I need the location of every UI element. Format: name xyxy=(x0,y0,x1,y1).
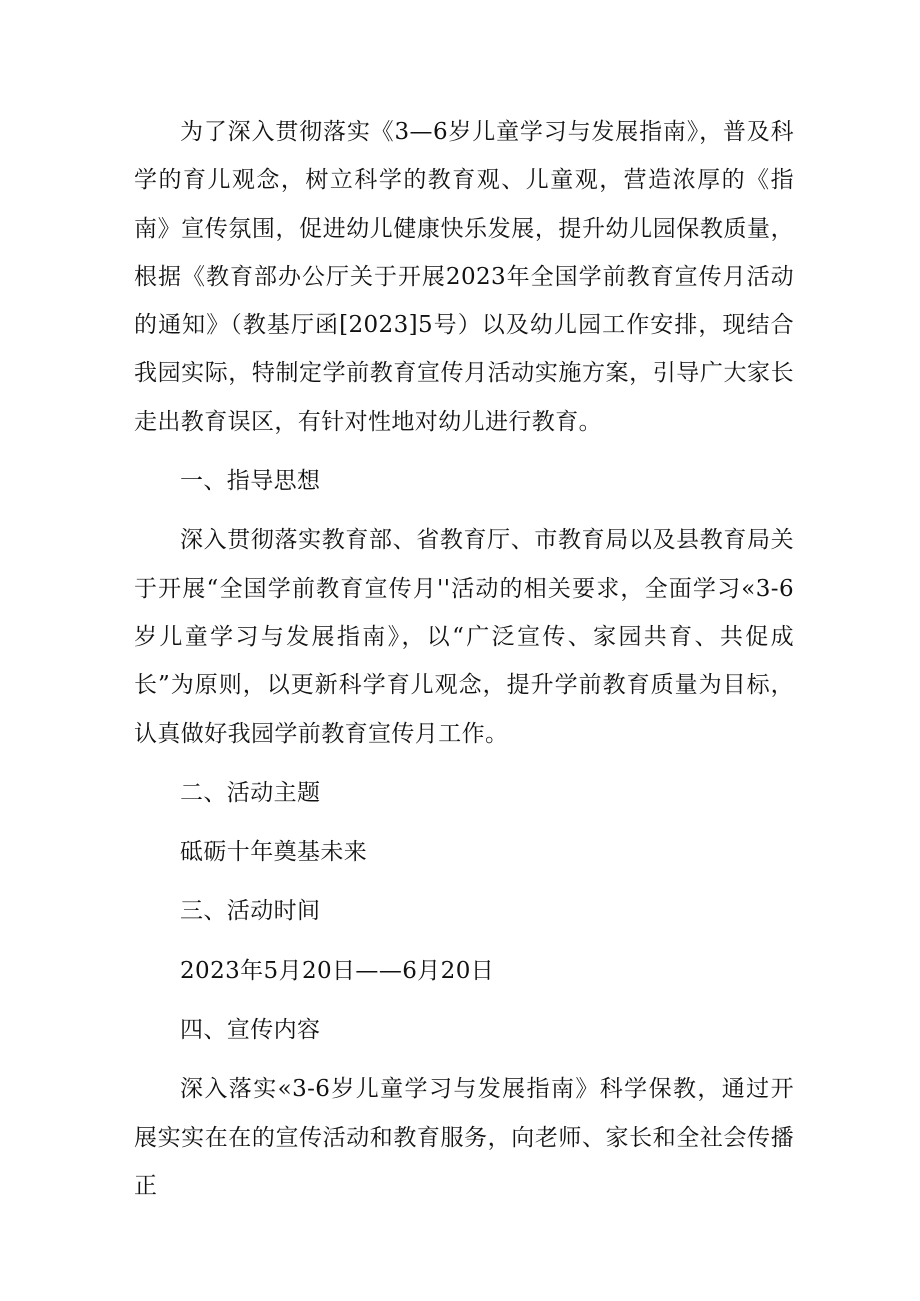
section-body-activity-theme: 砥砺十年奠基未来 xyxy=(180,839,368,866)
section-heading-activity-time: 三、活动时间 xyxy=(180,898,321,925)
section-body-publicity-content: 深入落实«3-6岁儿童学习与发展指南》科学保教，通过开展实实在在的宣传活动和教育服务，向老师、家长和全社会传播正 xyxy=(134,1076,794,1199)
section-body-guiding-ideology: 深入贯彻落实教育部、省教育厅、市教育局以及县教育局关于开展“全国学前教育宣传月''活动的相关要求，全面学习«3-6岁儿童学习与发展指南》，以“广泛宣传、家园共育、共促成长”为原则，以更新科学育儿观念，提升学前教育质量为目标，认真做好我园学前教育宣传月工作。 xyxy=(134,527,794,747)
section-heading-guiding-ideology: 一、指导思想 xyxy=(180,468,321,495)
intro-paragraph: 为了深入贯彻落实《3—6岁儿童学习与发展指南》，普及科学的育儿观念，树立科学的教育观、儿童观，营造浓厚的《指南》宣传氛围，促进幼儿健康快乐发展，提升幼儿园保教质量，根据《教育部办公厅关于开展2023年全国学前教育宣传月活动的通知》（教基厅函[2023]5号）以及幼儿园工作安排，现结合我园实际，特制定学前教育宣传月活动实施方案，引导广大家长走出教育误区，有针对性地对幼儿进行教育。 xyxy=(134,119,794,435)
section-heading-publicity-content: 四、宣传内容 xyxy=(180,1017,321,1044)
document-body xyxy=(134,108,794,1210)
section-heading-activity-theme: 二、活动主题 xyxy=(180,779,321,806)
section-body-activity-time: 2023年5月20日——6月20日 xyxy=(180,957,495,984)
